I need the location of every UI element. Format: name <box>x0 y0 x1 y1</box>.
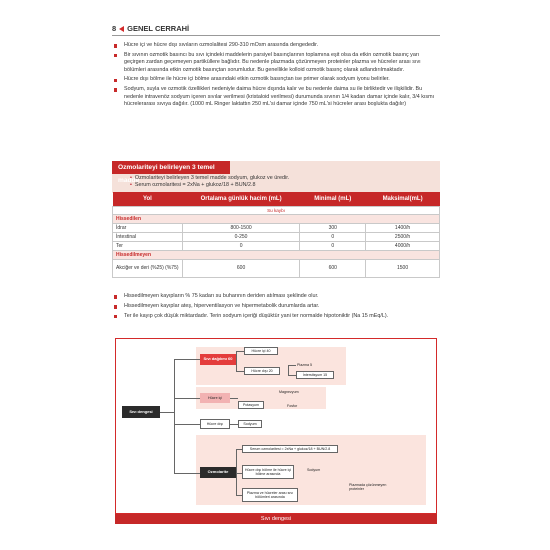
table-row <box>113 232 440 241</box>
node-phosphorus: Fosfor <box>287 404 298 409</box>
header-triangle-icon <box>119 26 124 32</box>
table-header: Yol <box>113 192 183 206</box>
table-cell: Ter <box>113 241 183 250</box>
node-formula: Serum ozmolaritesi = 2xNa + glukoz/18 + BUN/2.8 <box>242 445 338 453</box>
table-cell: 0 <box>300 241 366 250</box>
node-ic40: Hücre içi 40 <box>244 347 278 355</box>
bullet-item: Hücre dışı bölme ile hücre içi bölme arasındaki etkin ozmotik basınçtan ise primer olarak sodyum iyonu beliriler. <box>112 76 440 84</box>
osmolarity-item: • Serum ozmolaritesi = 2xNa + glukoz/18 + BUN/2.8 <box>130 182 289 189</box>
table-cell: 0 <box>182 241 300 250</box>
table-cell: 1400/h <box>366 223 440 232</box>
bullet-item: Hissedilmeyen kayıpların % 75 kadarı su buharının deriden atılması şeklinde olur. <box>112 293 440 301</box>
table-cell: 1500 <box>366 259 440 277</box>
water-loss-table <box>112 192 440 278</box>
table-row <box>113 241 440 250</box>
table-cell: İntestinal <box>113 232 183 241</box>
table-cell: 4000/h <box>366 241 440 250</box>
table-cell: 600 <box>182 259 300 277</box>
node-proteins: Plazmada çözünmeyen proteinler <box>349 482 387 491</box>
node-potassium: Potasyum <box>238 401 264 409</box>
diagram-caption: Sıvı dengesi <box>115 514 437 524</box>
node-plasma5: Plazma 5 <box>297 362 312 367</box>
table-cell: İdrar <box>113 223 183 232</box>
section-title: GENEL CERRAHİ <box>127 24 190 33</box>
table-cell: 2500/h <box>366 232 440 241</box>
node-intracellular: Hücre içi <box>200 393 230 403</box>
node-plasma-interstitial: Plazma ve hücreler arası sıvı bölümleri arasında <box>242 488 298 502</box>
node-magnesium: Magnezyum <box>279 390 299 395</box>
table-cell: 800-1500 <box>182 223 300 232</box>
table-section: Hissedilmeyen <box>113 250 440 259</box>
table-header: Ortalama günlük hacim (mL) <box>182 192 300 206</box>
node-distribution: Sıvı dağılımı 60 <box>200 354 236 365</box>
osmolarity-box-title: Ozmolariteyi belirleyen 3 temel madde <box>112 161 230 174</box>
bullet-item: Hücre içi ve hücre dışı sıvıların ozmolalitesi 290-310 mOsm arasında dengededir. <box>112 42 440 50</box>
osmolarity-box <box>112 161 440 193</box>
table-row <box>113 259 440 277</box>
bottom-bullet-list <box>112 293 440 322</box>
node-interstitium15: İnterstisyum 15 <box>296 371 334 379</box>
bullet-item: Ter ile kayıp çok düşük miktardadır. Terin sodyum içeriği düşüktür yani ter normalde hipotoniktir (Na 15 mEq/L). <box>112 313 440 321</box>
fluid-balance-diagram <box>115 338 437 514</box>
table-header: Maksimal(mL) <box>366 192 440 206</box>
top-bullet-list <box>112 42 440 111</box>
bullet-item: Bir sıvının ozmotik basıncı bu sıvı içindeki maddelerin parsiyel basınçlarının toplamına eşit olsa da etkin ozmotik basınç yarı geçirgen zardan geçemeyen partiküllere bağlıdır. Bu nedenle plazmada çözünmeyen proteinler plazma ve hücreler arası sıvı bölümleri arasında etkin ozmotik basınçtan sorumludur. Bu genellikle kolloid ozmotik basınç olarak adlandırılmaktadır. <box>112 52 440 75</box>
node-osmolarity: Ozmolarite <box>200 467 236 478</box>
node-sodium: Sodyum <box>238 420 262 428</box>
table-section: Hissedilen <box>113 214 440 223</box>
table-header: Minimal (mL) <box>300 192 366 206</box>
bullet-item: Sodyum, suyla ve ozmotik özellikleri nedeniyle daima hücre dışında kalır ve bu nedenle daima su ile birliktedir ve ilişkilidir. Bu nedenle intravenöz sodyum içeren sıvılar verilmesi (kristaloid verilmesi) durumunda sıvının 1/4 kadarı damar içinde kalır, 3/4 kısmı hücrelerarası sıvıya dağılır. (1000 mL Ringer laktattın 250 mL'si damar içinde 750 mL'si hücreler arası boşlukta dağılır) <box>112 86 440 109</box>
table-cell: 0-250 <box>182 232 300 241</box>
table-cell: 600 <box>300 259 366 277</box>
node-extracellular: Hücre dışı <box>200 419 230 429</box>
table-row <box>113 223 440 232</box>
node-between-compartments: Hücre dışı bölme ile hücre içi bölme arasında <box>242 465 294 479</box>
header-rule <box>112 35 440 36</box>
table-cell: 300 <box>300 223 366 232</box>
table-subheader: Su kaybı <box>113 206 440 214</box>
osmolarity-item: • Ozmolariteyi belirleyen 3 temel madde sodyum, glukoz ve üredir. <box>130 175 289 182</box>
node-root: Sıvı dengesi <box>122 406 160 418</box>
bullet-item: Hissedilmeyen kayıplar ateş, hiperventilasyon ve hipermetabolik durumlarda artar. <box>112 303 440 311</box>
page-number: 8 <box>112 24 117 33</box>
table-cell: 0 <box>300 232 366 241</box>
node-ec20: Hücre dışı 20 <box>244 367 280 375</box>
page-header <box>112 24 189 33</box>
node-sodium-2: Sodyum <box>307 468 321 473</box>
table-cell: Akciğer ve deri (%25) (%75) <box>113 259 183 277</box>
